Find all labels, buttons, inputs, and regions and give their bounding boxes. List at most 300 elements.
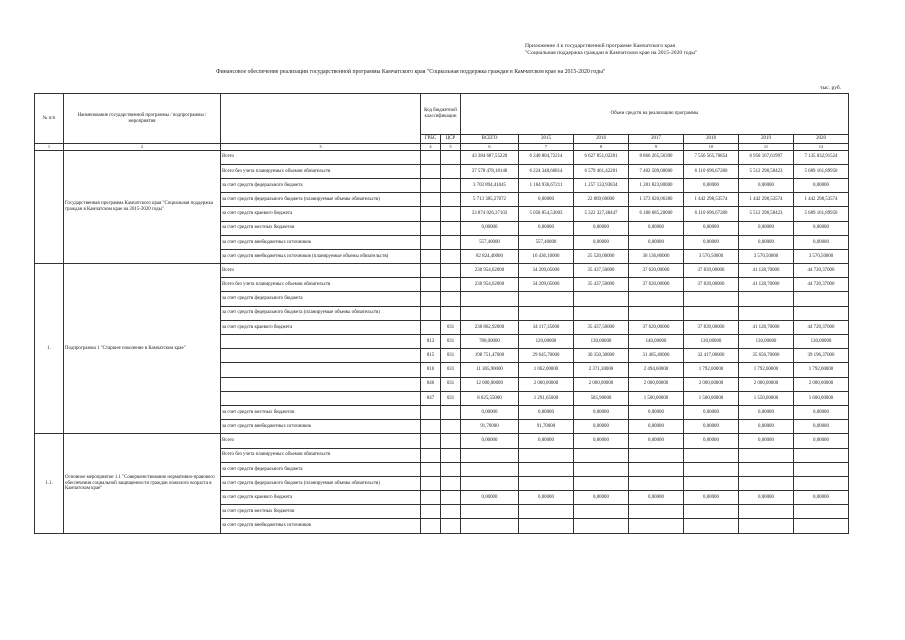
column-number: 8: [574, 144, 629, 151]
grbs-code: [421, 462, 441, 476]
amount-cell: [684, 448, 739, 462]
funding-source: Всего: [221, 264, 421, 278]
funding-source: [221, 363, 421, 377]
amount-cell: 5 689 161,89950: [794, 164, 849, 178]
amount-cell: 0,00000: [739, 405, 794, 419]
amount-cell: 0,00000: [519, 193, 574, 207]
funding-source: за счет средств внебюджетных источников: [221, 519, 421, 533]
column-number: 2: [64, 144, 221, 151]
header-tsr: ЦСР: [441, 135, 461, 144]
funding-source: за счет средств местных бюджетов: [221, 221, 421, 235]
amount-cell: [629, 292, 684, 306]
amount-cell: 0,00000: [574, 405, 629, 419]
appendix-line-2: "Социальная поддержка граждан в Камчатском крае на 2015-2020 годы": [525, 50, 698, 56]
amount-cell: 0,00000: [794, 420, 849, 434]
amount-cell: [794, 462, 849, 476]
tsr-code: [441, 292, 461, 306]
amount-cell: 30 350,30000: [574, 349, 629, 363]
amount-cell: 7 556 565,70854: [684, 150, 739, 164]
amount-cell: 1 062,00000: [519, 363, 574, 377]
amount-cell: [794, 292, 849, 306]
amount-cell: [739, 462, 794, 476]
tsr-code: [441, 207, 461, 221]
amount-cell: 1 164 936,67211: [519, 178, 574, 192]
amount-cell: 0,00000: [739, 235, 794, 249]
amount-cell: 130,00000: [574, 335, 629, 349]
column-number: 5: [441, 144, 461, 151]
amount-cell: 32 417,00000: [684, 349, 739, 363]
amount-cell: 198 751,47000: [461, 349, 519, 363]
amount-cell: 2 000,00000: [794, 377, 849, 391]
funding-source: за счет средств федерального бюджета: [221, 178, 421, 192]
funding-source: за счет средств внебюджетных источников: [221, 235, 421, 249]
tsr-code: [441, 193, 461, 207]
grbs-code: [421, 519, 441, 533]
amount-cell: [684, 462, 739, 476]
amount-cell: 3 703 894,41045: [461, 178, 519, 192]
amount-cell: 22 869,60000: [574, 193, 629, 207]
header-year: 2016: [574, 135, 629, 144]
amount-cell: [461, 306, 519, 320]
amount-cell: 0,00000: [629, 405, 684, 419]
header-source: [221, 94, 421, 144]
amount-cell: 35 656,70000: [739, 349, 794, 363]
amount-cell: 0,00000: [461, 405, 519, 419]
amount-cell: 0,00000: [629, 235, 684, 249]
amount-cell: [461, 476, 519, 490]
column-number: 4: [421, 144, 441, 151]
amount-cell: 41 128,70000: [739, 278, 794, 292]
amount-cell: [739, 306, 794, 320]
amount-cell: [519, 519, 574, 533]
amount-cell: [461, 505, 519, 519]
grbs-code: [421, 193, 441, 207]
tsr-code: [441, 264, 461, 278]
table-body: [35, 150, 849, 533]
amount-cell: 5 058 854,53003: [519, 207, 574, 221]
amount-cell: 34 209,05000: [519, 264, 574, 278]
tsr-code: [441, 448, 461, 462]
funding-source: [221, 349, 421, 363]
amount-cell: 130,00000: [794, 335, 849, 349]
header-year: 2015: [519, 135, 574, 144]
amount-cell: [519, 306, 574, 320]
grbs-code: [421, 150, 441, 164]
amount-cell: 0,00000: [574, 420, 629, 434]
amount-cell: 557,40000: [461, 235, 519, 249]
funding-source: за счет средств федерального бюджета (планируемые объемы обязательств): [221, 306, 421, 320]
amount-cell: 0,00000: [684, 491, 739, 505]
amount-cell: [461, 292, 519, 306]
tsr-code: [441, 306, 461, 320]
tsr-code: [441, 434, 461, 448]
amount-cell: 0,00000: [739, 178, 794, 192]
amount-cell: 7 135 032,91524: [794, 150, 849, 164]
amount-cell: 0,00000: [794, 434, 849, 448]
amount-cell: 1 257 133,93834: [574, 178, 629, 192]
funding-source: за счет средств местных бюджетов: [221, 505, 421, 519]
grbs-code: [421, 505, 441, 519]
grbs-code: [421, 164, 441, 178]
row-number: 1.1.: [35, 434, 64, 533]
amount-cell: 2 000,00000: [574, 377, 629, 391]
amount-cell: 0,00000: [684, 420, 739, 434]
amount-cell: 7 402 509,00000: [629, 164, 684, 178]
amount-cell: 39 196,37000: [794, 349, 849, 363]
amount-cell: [794, 306, 849, 320]
grbs-code: [421, 448, 441, 462]
column-number: 7: [519, 144, 574, 151]
amount-cell: 0,00000: [684, 434, 739, 448]
column-number: 3: [221, 144, 421, 151]
amount-cell: 0,00000: [519, 405, 574, 419]
amount-cell: 1 792,00000: [794, 363, 849, 377]
tsr-code: 031: [441, 377, 461, 391]
amount-cell: [519, 448, 574, 462]
amount-cell: 1 442 298,53574: [684, 193, 739, 207]
amount-cell: 5 512 298,58423: [739, 207, 794, 221]
grbs-code: 816: [421, 363, 441, 377]
header-year: 2019: [739, 135, 794, 144]
amount-cell: [739, 476, 794, 490]
amount-cell: [629, 306, 684, 320]
amount-cell: 6 110 696,67280: [684, 164, 739, 178]
amount-cell: 35 437,50000: [574, 320, 629, 334]
amount-cell: 3 570,50000: [794, 249, 849, 263]
amount-cell: 34 117,35000: [519, 320, 574, 334]
amount-cell: [684, 292, 739, 306]
grbs-code: [421, 264, 441, 278]
grbs-code: [421, 420, 441, 434]
amount-cell: 1 792,00000: [739, 363, 794, 377]
amount-cell: 82 824,40000: [461, 249, 519, 263]
funding-source: за счет средств внебюджетных источников: [221, 420, 421, 434]
amount-cell: 25 520,00000: [574, 249, 629, 263]
amount-cell: [519, 476, 574, 490]
column-number: 11: [739, 144, 794, 151]
amount-cell: [629, 505, 684, 519]
grbs-code: 846: [421, 377, 441, 391]
amount-cell: 130,00000: [684, 335, 739, 349]
appendix-note: [525, 43, 785, 57]
grbs-code: [421, 306, 441, 320]
amount-cell: 1 500,00000: [629, 391, 684, 405]
amount-cell: [574, 306, 629, 320]
amount-cell: 6 579 461,42281: [574, 164, 629, 178]
amount-cell: 5 713 385,27072: [461, 193, 519, 207]
amount-cell: 1 550,00000: [739, 391, 794, 405]
amount-cell: 31 485,40000: [629, 349, 684, 363]
column-number: 12: [794, 144, 849, 151]
header-year: ВСЕГО: [461, 135, 519, 144]
amount-cell: [794, 448, 849, 462]
amount-cell: 6 627 851,02281: [574, 150, 629, 164]
amount-cell: 44 720,37000: [794, 264, 849, 278]
amount-cell: 0,00000: [739, 491, 794, 505]
row-number: 1.: [35, 264, 64, 434]
amount-cell: 1 792,00000: [684, 363, 739, 377]
amount-cell: 0,00000: [574, 434, 629, 448]
amount-cell: [739, 505, 794, 519]
amount-cell: 30 136,80000: [629, 249, 684, 263]
funding-source: [221, 391, 421, 405]
amount-cell: 37 620,00000: [629, 320, 684, 334]
amount-cell: 0,00000: [794, 491, 849, 505]
tsr-code: [441, 150, 461, 164]
table-row: [35, 150, 849, 164]
row-number: [35, 150, 64, 264]
amount-cell: 0,00000: [461, 221, 519, 235]
header-year: 2017: [629, 135, 684, 144]
grbs-code: [421, 292, 441, 306]
funding-source: Всего без учета планируемых объемов обязательств: [221, 278, 421, 292]
amount-cell: [519, 292, 574, 306]
amount-cell: 2 000,00000: [739, 377, 794, 391]
tsr-code: 031: [441, 320, 461, 334]
amount-cell: 2 000,00000: [629, 377, 684, 391]
amount-cell: 6 240 804,72214: [519, 150, 574, 164]
amount-cell: 8 866 265,56390: [629, 150, 684, 164]
funding-source: за счет средств федерального бюджета (планируемые объемы обязательств): [221, 193, 421, 207]
amount-cell: 91,70000: [461, 420, 519, 434]
amount-cell: 3 570,50000: [684, 249, 739, 263]
grbs-code: [421, 235, 441, 249]
funding-source: за счет средств краевого бюджета: [221, 207, 421, 221]
column-number: 6: [461, 144, 519, 151]
amount-cell: 33 874 026,37103: [461, 207, 519, 221]
amount-cell: 6 958 167,61997: [739, 150, 794, 164]
amount-cell: 0,00000: [629, 221, 684, 235]
tsr-code: [441, 476, 461, 490]
amount-cell: 29 645,70000: [519, 349, 574, 363]
funding-source: [221, 335, 421, 349]
column-number: 9: [629, 144, 684, 151]
amount-cell: 34 209,05000: [519, 278, 574, 292]
amount-cell: 1 442 298,53574: [794, 193, 849, 207]
amount-cell: 12 000,00000: [461, 377, 519, 391]
column-number: 10: [684, 144, 739, 151]
amount-cell: 0,00000: [794, 405, 849, 419]
funding-source: Всего без учета планируемых объемов обязательств: [221, 448, 421, 462]
amount-cell: 130,00000: [739, 335, 794, 349]
column-number: 1: [35, 144, 64, 151]
tsr-code: [441, 221, 461, 235]
amount-cell: 0,00000: [739, 434, 794, 448]
funding-source: за счет средств федерального бюджета: [221, 292, 421, 306]
tsr-code: [441, 505, 461, 519]
amount-cell: 0,00000: [794, 235, 849, 249]
grbs-code: [421, 278, 441, 292]
amount-cell: [574, 448, 629, 462]
header-code: Код бюджетной классификации: [421, 94, 461, 135]
table-row: [35, 264, 849, 278]
amount-cell: 91,70000: [519, 420, 574, 434]
amount-cell: 0,00000: [629, 420, 684, 434]
tsr-code: [441, 278, 461, 292]
amount-cell: [461, 448, 519, 462]
amount-cell: 0,00000: [684, 221, 739, 235]
tsr-code: [441, 519, 461, 533]
amount-cell: 0,00000: [684, 178, 739, 192]
amount-cell: 0,00000: [739, 420, 794, 434]
tsr-code: 031: [441, 349, 461, 363]
table-row: [35, 434, 849, 448]
document-title: Финансовое обеспечение реализации государственной программы Камчатского края "Социальная поддержка граждан в Камчатском крае на 2015-2020 годы": [216, 69, 606, 75]
tsr-code: [441, 420, 461, 434]
amount-cell: 37 839,00000: [684, 264, 739, 278]
amount-cell: 230 862,92000: [461, 320, 519, 334]
amount-cell: 37 578 478,18148: [461, 164, 519, 178]
amount-cell: 37 620,00000: [629, 278, 684, 292]
funding-source: за счет средств местных бюджетов: [221, 405, 421, 419]
header-volume: Объем средств на реализацию программы: [461, 94, 849, 135]
amount-cell: 0,00000: [574, 235, 629, 249]
grbs-code: [421, 434, 441, 448]
tsr-code: [441, 235, 461, 249]
amount-cell: 37 620,00000: [629, 264, 684, 278]
amount-cell: [461, 519, 519, 533]
funding-source: за счет средств краевого бюджета: [221, 320, 421, 334]
amount-cell: 0,00000: [629, 491, 684, 505]
funding-source: за счет средств краевого бюджета: [221, 491, 421, 505]
amount-cell: [794, 505, 849, 519]
amount-cell: 44 720,37000: [794, 278, 849, 292]
amount-cell: [574, 292, 629, 306]
appendix-line-1: Приложение 4 к государственной программе Камчатского края: [525, 43, 676, 49]
tsr-code: [441, 405, 461, 419]
amount-cell: 0,00000: [519, 221, 574, 235]
amount-cell: [684, 519, 739, 533]
program-name: Основное мероприятие 1.1 "Совершенствование нормативно-правового обеспечения социальной защищенности граждан пожилого возраста в Камчатском крае": [64, 434, 221, 533]
amount-cell: 2 494,60000: [629, 363, 684, 377]
amount-cell: 0,00000: [461, 434, 519, 448]
amount-cell: 230 954,62000: [461, 264, 519, 278]
amount-cell: 0,00000: [461, 491, 519, 505]
grbs-code: [421, 491, 441, 505]
amount-cell: 41 128,70000: [739, 264, 794, 278]
amount-cell: [739, 448, 794, 462]
grbs-code: [421, 320, 441, 334]
funding-source: за счет средств внебюджетных источников (планируемые объемы обязательств): [221, 249, 421, 263]
amount-cell: 0,00000: [519, 491, 574, 505]
amount-cell: 35 437,50000: [574, 278, 629, 292]
amount-cell: 0,00000: [794, 221, 849, 235]
amount-cell: 1 291,65000: [519, 391, 574, 405]
header-name: Наименование государственной программы / подпрограммы / мероприятия: [64, 94, 221, 144]
amount-cell: 0,00000: [629, 434, 684, 448]
tsr-code: [441, 491, 461, 505]
amount-cell: [574, 505, 629, 519]
amount-cell: 585,90000: [574, 391, 629, 405]
header-grbs: ГРБС: [421, 135, 441, 144]
funding-source: [221, 377, 421, 391]
amount-cell: 5 689 161,89950: [794, 207, 849, 221]
grbs-code: [421, 249, 441, 263]
header-year: 2020: [794, 135, 849, 144]
financing-table: [34, 93, 849, 534]
funding-source: Всего: [221, 150, 421, 164]
amount-cell: 2 000,00000: [684, 377, 739, 391]
tsr-code: [441, 249, 461, 263]
amount-cell: 1 600,00000: [794, 391, 849, 405]
amount-cell: [739, 519, 794, 533]
amount-cell: 6 110 696,67280: [684, 207, 739, 221]
amount-cell: [461, 462, 519, 476]
amount-cell: 140,00000: [629, 335, 684, 349]
amount-cell: 43 384 687,55220: [461, 150, 519, 164]
tsr-code: 031: [441, 391, 461, 405]
grbs-code: 815: [421, 349, 441, 363]
amount-cell: 1 442 298,53574: [739, 193, 794, 207]
amount-cell: 1 373 020,06380: [629, 193, 684, 207]
amount-cell: [629, 448, 684, 462]
amount-cell: [684, 505, 739, 519]
grbs-code: [421, 405, 441, 419]
amount-cell: 0,00000: [574, 491, 629, 505]
amount-cell: 11 305,90000: [461, 363, 519, 377]
grbs-code: [421, 221, 441, 235]
amount-cell: 0,00000: [794, 178, 849, 192]
program-name: Подпрограмма 1 "Старшее поколение в Камчатском крае": [64, 264, 221, 434]
amount-cell: [574, 519, 629, 533]
amount-cell: 0,00000: [684, 405, 739, 419]
tsr-code: 031: [441, 363, 461, 377]
amount-cell: [519, 462, 574, 476]
amount-cell: [684, 306, 739, 320]
amount-cell: [629, 519, 684, 533]
amount-cell: [629, 462, 684, 476]
funding-source: Всего без учета планируемых объемов обязательств: [221, 164, 421, 178]
amount-cell: 0,00000: [519, 434, 574, 448]
amount-cell: 1 500,00000: [684, 391, 739, 405]
amount-cell: [519, 505, 574, 519]
amount-cell: 5 322 327,48447: [574, 207, 629, 221]
funding-source: за счет средств федерального бюджета: [221, 462, 421, 476]
tsr-code: [441, 462, 461, 476]
grbs-code: [421, 207, 441, 221]
amount-cell: 0,00000: [574, 221, 629, 235]
program-name: Государственная программа Камчатского края "Социальная поддержка граждан в Камчатском крае на 2015-2020 годы": [64, 150, 221, 264]
amount-cell: 0,00000: [739, 221, 794, 235]
amount-cell: 35 437,50000: [574, 264, 629, 278]
amount-cell: 557,40000: [519, 235, 574, 249]
amount-cell: 16 436,10000: [519, 249, 574, 263]
amount-cell: [794, 476, 849, 490]
amount-cell: 780,00000: [461, 335, 519, 349]
unit-note: тыс. руб.: [820, 85, 842, 91]
amount-cell: 37 839,00000: [684, 320, 739, 334]
amount-cell: 41 128,70000: [739, 320, 794, 334]
amount-cell: 8 025,55000: [461, 391, 519, 405]
amount-cell: 44 720,37000: [794, 320, 849, 334]
header-year: 2018: [684, 135, 739, 144]
amount-cell: [684, 476, 739, 490]
grbs-code: 813: [421, 335, 441, 349]
amount-cell: 6 180 685,20000: [629, 207, 684, 221]
amount-cell: 2 371,30000: [574, 363, 629, 377]
amount-cell: 37 839,00000: [684, 278, 739, 292]
amount-cell: [629, 476, 684, 490]
amount-cell: 1 281 823,80000: [629, 178, 684, 192]
amount-cell: [574, 462, 629, 476]
amount-cell: [574, 476, 629, 490]
amount-cell: [739, 292, 794, 306]
grbs-code: [421, 178, 441, 192]
tsr-code: 031: [441, 335, 461, 349]
header-num: № п/п: [35, 94, 64, 144]
amount-cell: 5 512 298,58423: [739, 164, 794, 178]
funding-source: Всего: [221, 434, 421, 448]
